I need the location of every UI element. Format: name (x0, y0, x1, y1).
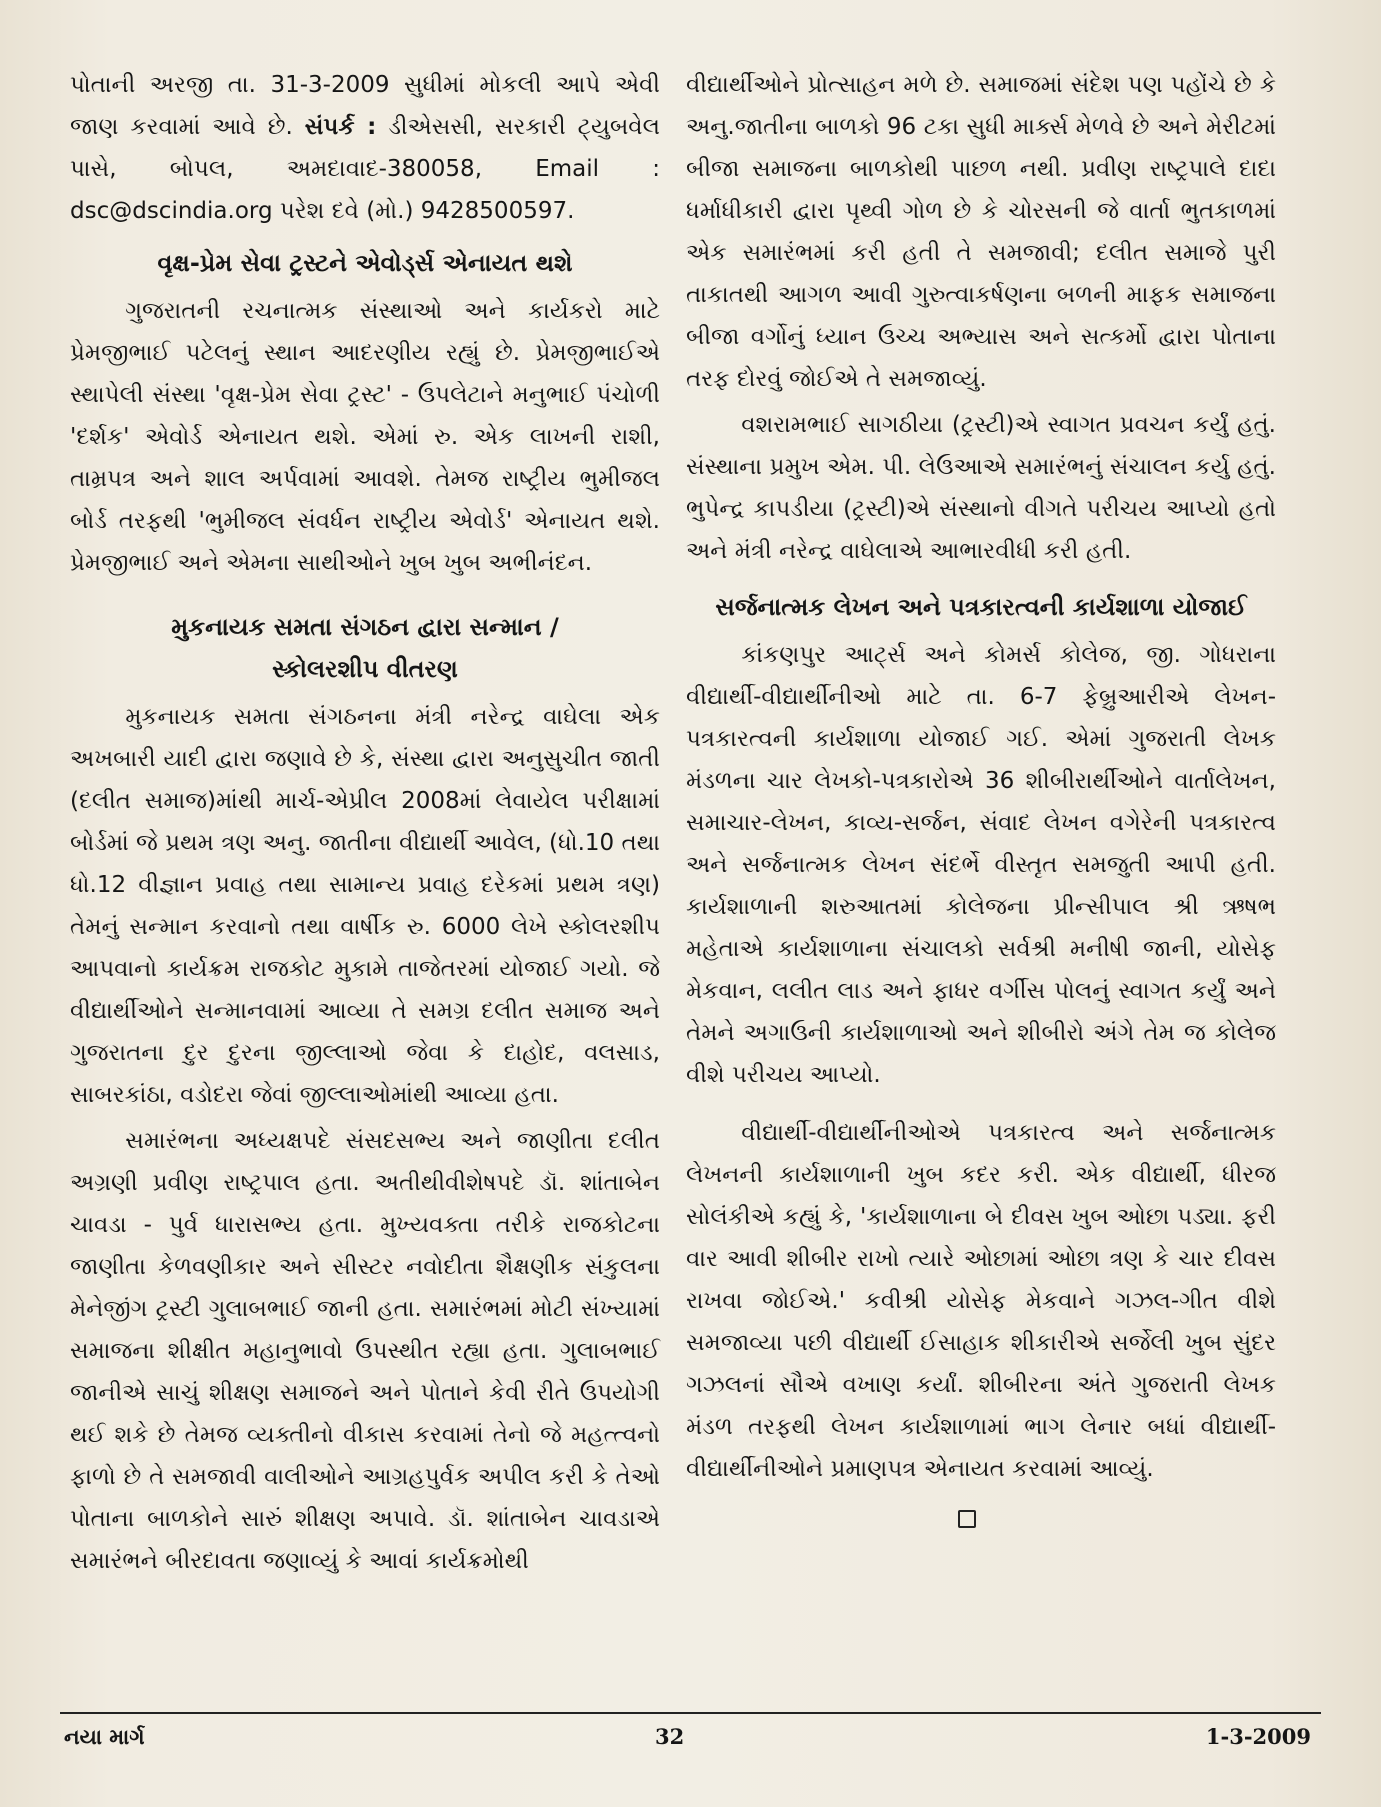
section2-paragraph2: સમારંભના અધ્યક્ષપદે સંસદસભ્ય અને જાણીતા દલીત અગ્રણી પ્રવીણ રાષ્ટ્રપાલ હતા. અતીથીવીશેષપદે ડૉ. શાંતાબેન ચાવડા - પુર્વ ધારાસભ્ય હતા. મુખ્યવક્તા તરીકે રાજકોટના જાણીતા કેળવણીકાર અને સીસ્ટર નવોદીતા શૈક્ષણીક સંકુલના મેનેજીંગ ટ્રસ્ટી ગુલાબભાઈ જાની હતા. સમારંભમાં મોટી સંખ્યામાં સમાજના શીક્ષીત મહાનુભાવો ઉપસ્થીત રહ્યા હતા. ગુલાબભાઈ જાનીએ સાચું શીક્ષણ સમાજને અને પોતાને કેવી રીતે ઉપયોગી થઈ શકે છે તેમજ વ્યક્તીનો વીકાસ કરવામાં તેનો જે મહત્ત્વનો ફાળો છે તે સમજાવી વાલીઓને આગ્રહપુર્વક અપીલ કરી કે તેઓ પોતાના બાળકોને સારું શીક્ષણ અપાવે. ડૉ. શાંતાબેન ચાવડાએ સમારંભને બીરદાવતા જણાવ્યું કે આવાં કાર્યક્રમોથી (70, 1128, 660, 1574)
section2-heading-line1: મુકનાયક સમતા સંગઠન દ્વારા સન્માન / (171, 613, 559, 641)
section2-heading-line2: સ્કોલરશીપ વીતરણ (272, 655, 458, 683)
section2-paragraph1: મુકનાયક સમતા સંગઠનના મંત્રી નરેન્દ્ર વાઘેલા એક અખબારી યાદી દ્વારા જણાવે છે કે, સંસ્થા દ્વારા અનુસુચીત જાતી (દલીત સમાજ)માંથી માર્ચ-એપ્રીલ 2008માં લેવાયેલ પરીક્ષામાં બોર્ડમાં જે પ્રથમ ત્રણ અનુ. જાતીના વીદ્યાર્થી આવેલ, (ધો.10 તથા ધો.12 વીજ્ઞાન પ્રવાહ તથા સામાન્ય પ્રવાહ દરેકમાં પ્રથમ ત્રણ) તેમનું સન્માન કરવાનો તથા વાર્ષીક રુ. 6000 લેખે સ્કોલરશીપ આપવાનો કાર્યક્રમ રાજકોટ મુકામે તાજેતરમાં યોજાઈ ગયો. જે વીદ્યાર્થીઓને સન્માનવામાં આવ્યા તે સમગ્ર દલીત સમાજ અને ગુજરાતના દુર દુરના જીલ્લાઓ જેવા કે દાહોદ, વલસાડ, સાબરકાંઠા, વડોદરા જેવાં જીલ્લાઓમાંથી આવ્યા હતા. (70, 704, 660, 1108)
section1-heading: વૃક્ષ-પ્રેમ સેવા ટ્રસ્ટને એવોર્ડ્સ એનાયત થશે (157, 249, 573, 277)
section3-heading: સર્જનાત્મક લેખન અને પત્રકારત્વની કાર્યશાળા યોજાઈ (715, 593, 1247, 621)
end-of-article-box-icon (958, 1510, 976, 1528)
footer-page-number: 32 (655, 1724, 685, 1749)
left-column (70, 64, 660, 1582)
footer-date: 1-3-2009 (1205, 1724, 1311, 1749)
section3-paragraph2: વીદ્યાર્થી-વીદ્યાર્થીનીઓએ પત્રકારત્વ અને સર્જનાત્મક લેખનની કાર્યશાળાની ખુબ કદર કરી. એક વીદ્યાર્થી, ધીરજ સોલંકીએ કહ્યું કે, 'કાર્યશાળાના બે દીવસ ખુબ ઓછા પડ્યા. ફરી વાર આવી શીબીર રાખો ત્યારે ઓછામાં ઓછા ત્રણ કે ચાર દીવસ રાખવા જોઈએ.' કવીશ્રી યોસેફ મેકવાને ગઝલ-ગીત વીશે સમજાવ્યા પછી વીદ્યાર્થી ઈસાહાક શીકારીએ સર્જેલી ખુબ સુંદર ગઝલનાં સૌએ વખાણ કર્યાં. શીબીરના અંતે ગુજરાતી લેખક મંડળ તરફથી લેખન કાર્યશાળામાં ભાગ લેનાર બધાં વીદ્યાર્થી-વીદ્યાર્થીનીઓને પ્રમાણપત્ર એનાયત કરવામાં આવ્યું. (686, 1120, 1276, 1482)
section1-paragraph: ગુજરાતની રચનાત્મક સંસ્થાઓ અને કાર્યકરો માટે પ્રેમજીભાઈ પટેલનું સ્થાન આદરણીય રહ્યું છે. પ્રેમજીભાઈએ સ્થાપેલી સંસ્થા 'વૃક્ષ-પ્રેમ સેવા ટ્રસ્ટ' - ઉપલેટાને મનુભાઈ પંચોળી 'દર્શક' એવોર્ડ એનાયત થશે. એમાં રુ. એક લાખની રાશી, તામ્રપત્ર અને શાલ અર્પવામાં આવશે. તેમજ રાષ્ટ્રીય ભુમીજલ બોર્ડ તરફથી 'ભુમીજલ સંવર્ધન રાષ્ટ્રીય એવોર્ડ' એનાયત થશે. પ્રેમજીભાઈ અને એમના સાથીઓને ખુબ ખુબ અભીનંદન. (70, 298, 660, 576)
contact-label: સંપર્ક : (304, 114, 377, 140)
right-column (686, 64, 1276, 1528)
right-paragraph2: વશરામભાઈ સાગઠીયા (ટ્રસ્ટી)એ સ્વાગત પ્રવચન કર્યું હતું. સંસ્થાના પ્રમુખ એમ. પી. લેઉઆએ સમારંભનું સંચાલન કર્યુ હતું. ભુપેન્દ્ર કાપડીયા (ટ્રસ્ટી)એ સંસ્થાનો વીગતે પરીચય આપ્યો હતો અને મંત્રી નરેન્દ્ર વાઘેલાએ આભારવીધી કરી હતી. (686, 412, 1276, 564)
right-paragraph1: વીદ્યાર્થીઓને પ્રોત્સાહન મળે છે. સમાજમાં સંદેશ પણ પહોંચે છે કે અનુ.જાતીના બાળકો 96 ટકા સુધી માર્ક્સ મેળવે છે અને મેરીટમાં બીજા સમાજના બાળકોથી પાછળ નથી. પ્રવીણ રાષ્ટ્રપાલે દાદા ધર્માધીકારી દ્વારા પૃથ્વી ગોળ છે કે ચોરસની જે વાર્તા ભુતકાળમાં એક સમારંભમાં કરી હતી તે સમજાવી; દલીત સમાજે પુરી તાકાતથી આગળ આવી ગુરુત્વાકર્ષણના બળની માફક સમાજના બીજા વર્ગોનું ધ્યાન ઉચ્ચ અભ્યાસ અને સત્કર્મો દ્વારા પોતાના તરફ દોરવું જોઈએ તે સમજાવ્યું. (686, 72, 1276, 392)
intro-paragraph (70, 64, 660, 232)
contact-text: ડીએસસી, સરકારી ટ્યુબવેલ પાસે, બોપલ, અમદાવાદ-380058, Email : dsc@dscindia.org પરેશ દવે (મો.) 9428500597. (70, 114, 661, 224)
footer-divider (60, 1712, 1321, 1714)
intro-text: પોતાની અરજી તા. 31-3-2009 સુધીમાં મોકલી આપે એવી જાણ કરવામાં આવે છે. (70, 72, 660, 140)
footer-publication: નયા માર્ગ (64, 1724, 145, 1749)
section3-paragraph1: કાંકણપુર આર્ટ્સ અને કોમર્સ કોલેજ, જી. ગોધરાના વીદ્યાર્થી-વીદ્યાર્થીનીઓ માટે તા. 6-7 ફેબ્રુઆરીએ લેખન-પત્રકારત્વની કાર્યશાળા યોજાઈ ગઈ. એમાં ગુજરાતી લેખક મંડળના ચાર લેખકો-પત્રકારોએ 36 શીબીરાર્થીઓને વાર્તાલેખન, સમાચાર-લેખન, કાવ્ય-સર્જન, સંવાદ લેખન વગેરેની પત્રકારત્વ અને સર્જનાત્મક લેખન સંદર્ભે વીસ્તૃત સમજુતી આપી હતી. કાર્યશાળાની શરુઆતમાં કોલેજના પ્રીન્સીપાલ શ્રી ઋષભ મહેતાએ કાર્યશાળાના સંચાલકો સર્વશ્રી મનીષી જાની, યોસેફ મેકવાન, લલીત લાડ અને ફાધર વર્ગીસ પોલનું સ્વાગત કર્યું અને તેમને અગાઉની કાર્યશાળાઓ અને શીબીરો અંગે તેમ જ કોલેજ વીશે પરીચય આપ્યો. (686, 642, 1276, 1088)
